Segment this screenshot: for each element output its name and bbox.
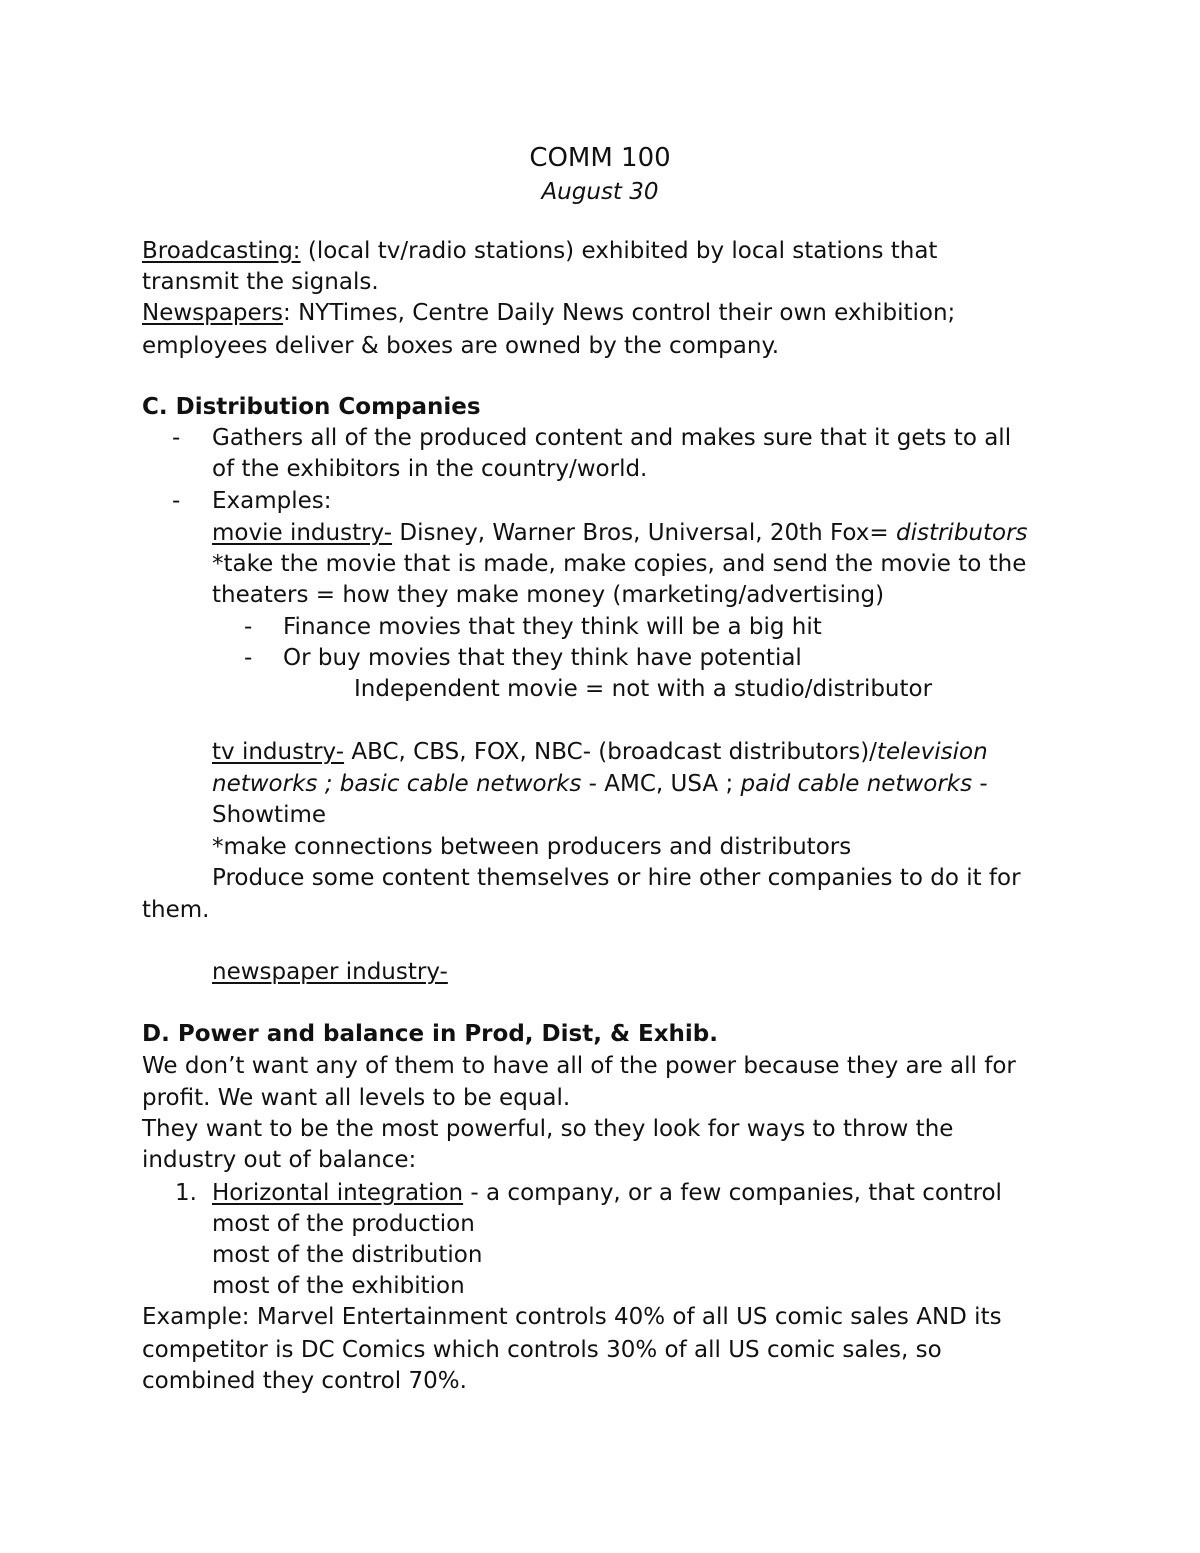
newspapers-text: : NYTimes, Centre Daily News control their own exhibition; bbox=[283, 300, 956, 326]
movie-industry-distributors: distributors bbox=[895, 520, 1028, 546]
list-item-1-sub-1: most of the production bbox=[212, 1211, 475, 1237]
section-d-heading-text: D. Power and balance in Prod, Dist, & Exhib. bbox=[142, 1021, 719, 1047]
tv-industry-line-4: *make connections between producers and distributors bbox=[212, 834, 852, 860]
movie-industry-line-1 bbox=[212, 518, 1028, 549]
independent-movie-line: Independent movie = not with a studio/distributor bbox=[354, 676, 933, 702]
movie-industry-line-2: *take the movie that is made, make copies, and send the movie to the bbox=[212, 551, 1027, 577]
tv-industry-companies: ABC, CBS, FOX, NBC- (broadcast distributors)/ bbox=[344, 739, 877, 765]
newspapers-term: Newspapers bbox=[142, 300, 284, 326]
broadcasting-term: Broadcasting: bbox=[142, 238, 301, 264]
broadcasting-line-2: transmit the signals. bbox=[142, 269, 379, 295]
list-item-1-sub-2: most of the distribution bbox=[212, 1242, 483, 1268]
sub-bullet-dash: - bbox=[244, 645, 253, 671]
section-d-p2-line-1: They want to be the most powerful, so they look for ways to throw the bbox=[142, 1116, 954, 1142]
tv-networks-amc-usa: - AMC, USA ; bbox=[581, 771, 741, 797]
tv-networks-basic-cable: networks ; basic cable networks bbox=[212, 771, 582, 797]
newspaper-industry-line bbox=[212, 957, 448, 988]
example-line-2: competitor is DC Comics which controls 30% of all US comic sales, so bbox=[142, 1337, 942, 1363]
bullet-dash: - bbox=[172, 425, 181, 451]
example-line-1: Example: Marvel Entertainment controls 40% of all US comic sales AND its bbox=[142, 1304, 1002, 1330]
tv-industry-line-5: Produce some content themselves or hire other companies to do it for bbox=[212, 865, 1021, 891]
horizontal-integration-text: - a company, or a few companies, that control bbox=[463, 1180, 1002, 1206]
section-d-p1-line-1: We don’t want any of them to have all of the power because they are all for bbox=[142, 1053, 1016, 1079]
movie-industry-companies: Disney, Warner Bros, Universal, 20th Fox= bbox=[392, 520, 896, 546]
tv-industry-line-6: them. bbox=[142, 897, 210, 923]
tv-industry-line-1 bbox=[212, 737, 988, 768]
section-c-heading-text: C. Distribution Companies bbox=[142, 394, 481, 420]
newspapers-line-1 bbox=[142, 298, 955, 329]
bullet1-line-1: Gathers all of the produced content and makes sure that it gets to all bbox=[212, 425, 1012, 451]
tv-industry-line-3: Showtime bbox=[212, 802, 327, 828]
document-title: COMM 100 bbox=[529, 143, 671, 173]
section-d-heading bbox=[142, 1019, 718, 1050]
tv-industry-television: television bbox=[876, 739, 988, 765]
movie-industry-term: movie industry- bbox=[212, 520, 393, 546]
list-item-1-sub-3: most of the exhibition bbox=[212, 1273, 465, 1299]
sub-bullet-2: Or buy movies that they think have potential bbox=[283, 645, 802, 671]
broadcasting-text: (local tv/radio stations) exhibited by local stations that bbox=[300, 238, 938, 264]
example-line-3: combined they control 70%. bbox=[142, 1368, 467, 1394]
bullet1-line-2: of the exhibitors in the country/world. bbox=[212, 456, 648, 482]
broadcasting-line-1 bbox=[142, 236, 937, 267]
horizontal-integration-term: Horizontal integration bbox=[212, 1180, 464, 1206]
bullet-dash: - bbox=[172, 488, 181, 514]
movie-industry-line-3: theaters = how they make money (marketing/advertising) bbox=[212, 582, 885, 608]
section-c-heading bbox=[142, 392, 481, 423]
document-date: August 30 bbox=[541, 179, 659, 205]
sub-bullet-dash: - bbox=[244, 614, 253, 640]
section-d-p1-line-2: profit. We want all levels to be equal. bbox=[142, 1085, 571, 1111]
list-item-1-number: 1. bbox=[175, 1180, 197, 1206]
sub-bullet-1: Finance movies that they think will be a big hit bbox=[283, 614, 822, 640]
newspaper-industry-term: newspaper industry- bbox=[212, 959, 448, 985]
tv-networks-dash: - bbox=[972, 771, 988, 797]
section-d-p2-line-2: industry out of balance: bbox=[142, 1147, 417, 1173]
newspapers-line-2: employees deliver & boxes are owned by the company. bbox=[142, 333, 780, 359]
bullet2-examples: Examples: bbox=[212, 488, 332, 514]
list-item-1-line-1 bbox=[212, 1178, 1002, 1209]
tv-networks-paid-cable: paid cable networks bbox=[740, 771, 973, 797]
tv-industry-line-2 bbox=[212, 769, 988, 800]
tv-industry-term: tv industry- bbox=[212, 739, 345, 765]
